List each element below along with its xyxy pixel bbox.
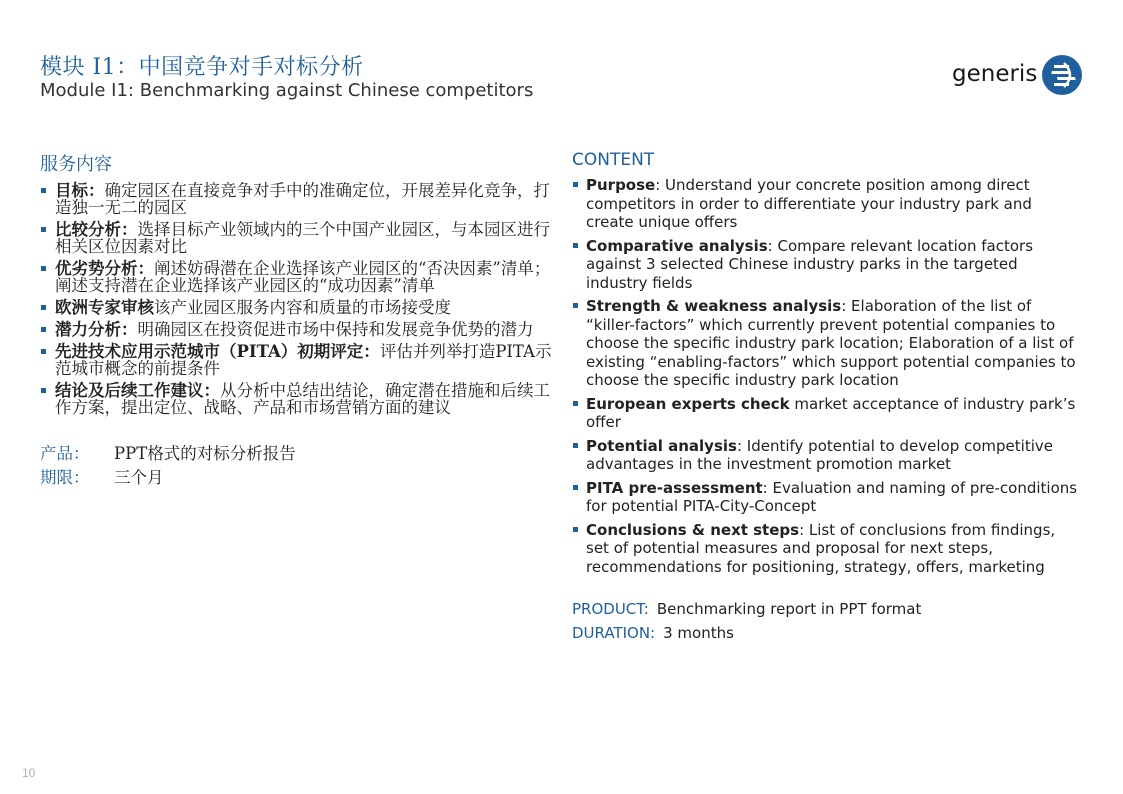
left-column — [40, 150, 560, 488]
left-list — [40, 182, 560, 416]
bullet-icon — [573, 303, 578, 308]
bullet-icon — [573, 243, 578, 248]
bullet-icon — [41, 388, 46, 393]
list-item — [40, 343, 560, 377]
right-heading: CONTENT — [572, 150, 655, 170]
left-heading: 服务内容 — [40, 154, 112, 175]
list-item — [40, 382, 560, 416]
item-text: : Evaluation and naming of pre-conditions for potential PITA-City-Concept — [586, 478, 1078, 515]
duration-label: 期限： — [40, 468, 90, 487]
item-bold: Strength & weakness analysis — [586, 297, 842, 315]
item-text: 该产业园区服务内容和质量的市场接受度 — [154, 298, 451, 317]
item-bold: 目标： — [55, 181, 105, 200]
product-value: PPT格式的对标分析报告 — [114, 444, 296, 463]
page-number: 10 — [22, 766, 36, 780]
item-text: 确定园区在直接竞争对手中的准确定位，开展差异化竞争，打造独一无二的园区 — [55, 181, 550, 217]
left-product-duration — [40, 440, 560, 488]
item-bold: 优劣势分析： — [55, 259, 154, 278]
product-value: Benchmarking report in PPT format — [656, 600, 922, 618]
bullet-icon — [573, 443, 578, 448]
item-bold: 先进技术应用示范城市（PITA）初期评定： — [55, 342, 380, 361]
duration-value: 3 months — [663, 624, 734, 642]
bullet-icon — [41, 227, 46, 232]
item-bold: Purpose — [586, 176, 656, 194]
item-text: : Elaboration of the list of “killer-factors” which currently prevent potential companies to choose the specific industry park location; Elaboration of a list of existing “enabling-factors” which support potential companies to choose the specific industry park location — [586, 297, 1076, 389]
list-item — [572, 297, 1082, 390]
bullet-icon — [573, 182, 578, 187]
item-bold: European experts check — [586, 394, 790, 413]
list-item — [572, 176, 1082, 232]
item-bold: Conclusions & next steps — [586, 520, 800, 539]
item-bold: Comparative analysis — [586, 236, 768, 255]
item-text: : List of conclusions from findings, set of potential measures and proposal for next steps, recommendations for positioning, strategy, offers, marketing — [586, 520, 1056, 576]
item-bold: PITA pre-assessment — [586, 478, 763, 497]
item-bold: 结论及后续工作建议： — [55, 381, 220, 400]
list-item — [40, 299, 560, 316]
item-bold: Potential analysis — [586, 436, 737, 455]
item-text: : Identify potential to develop competitive advantages in the investment promotion market — [586, 436, 1053, 473]
item-text: market acceptance of industry park’s offer — [586, 394, 1076, 431]
item-bold: 潜力分析： — [55, 320, 138, 339]
list-item — [40, 182, 560, 216]
bullet-icon — [573, 401, 578, 406]
list-item — [572, 479, 1082, 516]
item-text: 明确园区在投资促进市场中保持和发展竞争优势的潜力 — [137, 320, 534, 339]
right-product-duration — [572, 600, 1082, 648]
right-column — [572, 150, 1082, 648]
item-text: 从分析中总结出结论，确定潜在措施和后续工作方案，提出定位、战略、产品和市场营销方面的建议 — [55, 381, 550, 417]
bullet-icon — [41, 327, 46, 332]
product-label: 产品： — [40, 444, 90, 463]
duration-label: DURATION: — [572, 624, 656, 642]
list-item — [40, 321, 560, 338]
page-title-en: Module I1: Benchmarking against Chinese competitors — [40, 80, 534, 101]
right-list — [572, 176, 1082, 576]
item-text: 评估并列举打造PITA示范城市概念的前提条件 — [55, 342, 552, 378]
item-text: 选择目标产业领域内的三个中国产业园区，与本园区进行相关区位因素对比 — [55, 220, 550, 256]
product-label: PRODUCT: — [572, 600, 649, 618]
item-bold: 欧洲专家审核 — [55, 298, 154, 317]
item-text: 阐述妨碍潜在企业选择该产业园区的“否决因素”清单；阐述支持潜在企业选择该产业园区的“成功因素”清单 — [55, 259, 551, 295]
duration-value: 三个月 — [114, 468, 164, 487]
bullet-icon — [41, 266, 46, 271]
list-item — [40, 260, 560, 294]
item-text: : Compare relevant location factors against 3 selected Chinese industry parks in the targeted industry fields — [586, 236, 1034, 292]
list-item — [572, 521, 1082, 577]
item-text: : Understand your concrete position among direct competitors in order to differentiate your industry park and create unique offers — [586, 176, 1032, 231]
list-item — [572, 395, 1082, 432]
item-bold: 比较分析： — [55, 220, 138, 239]
generis-logo-icon — [1042, 55, 1082, 95]
bullet-icon — [41, 349, 46, 354]
bullet-icon — [41, 305, 46, 310]
bullet-icon — [573, 485, 578, 490]
logo-text: generis — [952, 61, 1038, 87]
bullet-icon — [41, 188, 46, 193]
list-item — [572, 237, 1082, 293]
page-title-cn: 模块 I1：中国竞争对手对标分析 — [40, 55, 364, 80]
list-item — [572, 437, 1082, 474]
list-item — [40, 221, 560, 255]
bullet-icon — [573, 527, 578, 532]
